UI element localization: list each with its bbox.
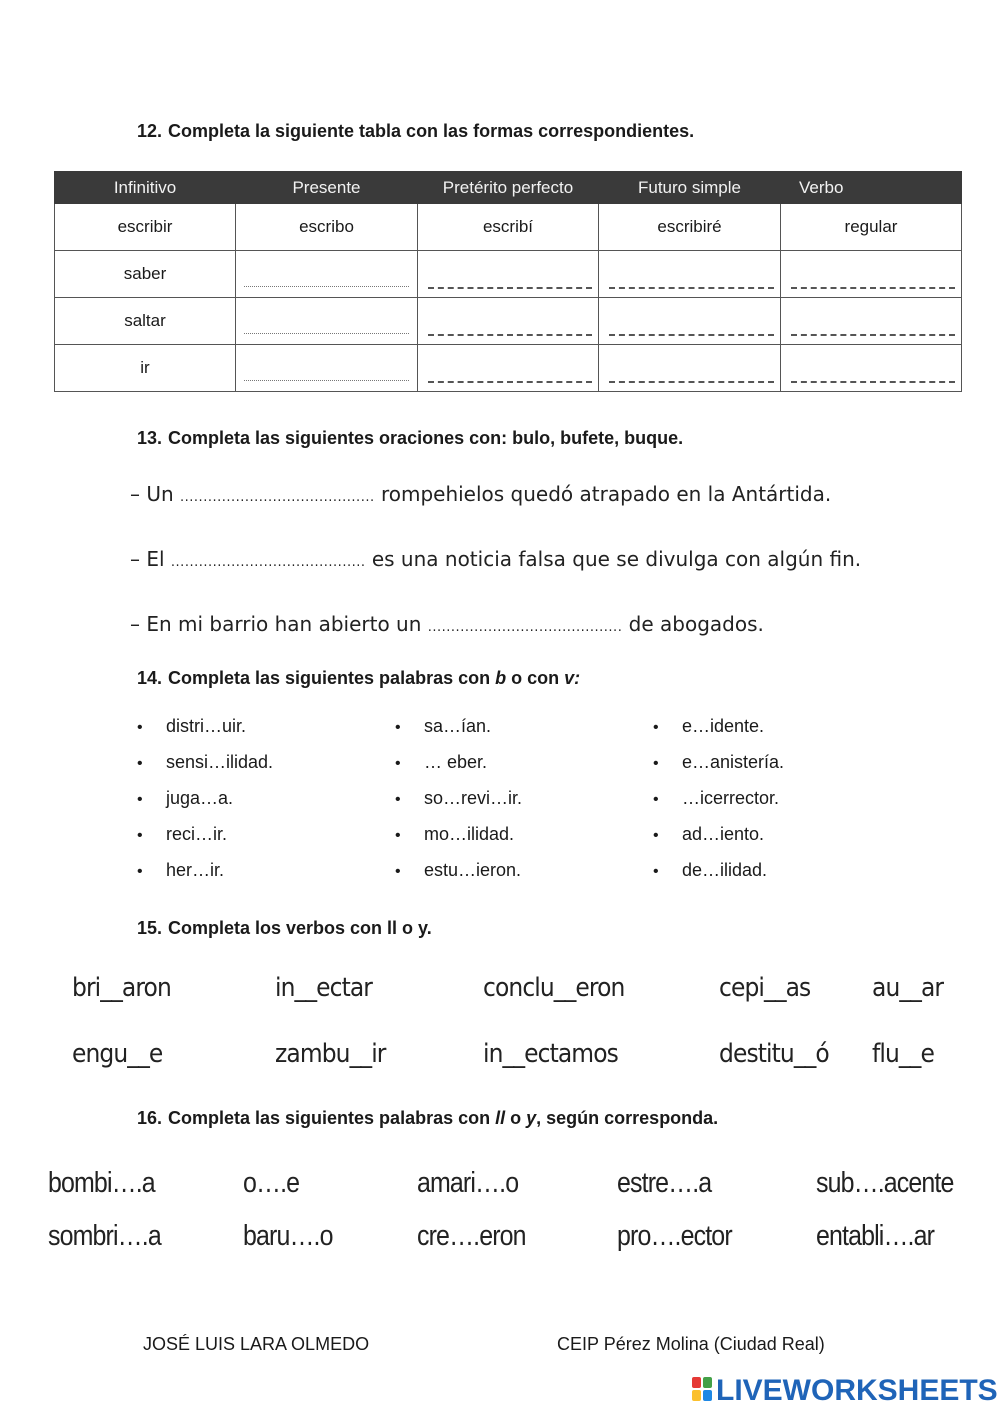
header-preterito-perfecto: Pretérito perfecto: [418, 172, 599, 204]
exercise-13-heading: [137, 428, 683, 449]
school-name: CEIP Pérez Molina (Ciudad Real): [557, 1334, 825, 1354]
word-text: her…ir.: [166, 860, 225, 880]
word-item[interactable]: pro….ector: [617, 1220, 732, 1252]
word-text: … eber.: [424, 752, 488, 772]
word-item[interactable]: o….e: [243, 1167, 300, 1199]
exercise-12-heading: [137, 121, 694, 142]
word-text: distri…uir.: [166, 716, 247, 736]
word-item[interactable]: amari….o: [417, 1167, 519, 1199]
table-header-row: [55, 172, 962, 204]
word-item[interactable]: bri__aron: [72, 973, 171, 1003]
word-text: de…ilidad.: [682, 860, 768, 880]
word-item[interactable]: in__ectamos: [483, 1039, 618, 1069]
bullet-icon: •: [653, 863, 659, 880]
word-text: reci…ir.: [166, 824, 228, 844]
letter-y: y: [526, 1108, 537, 1128]
sentence-text: es una noticia falsa que se divulga con algún fin.: [365, 547, 862, 571]
exercise-number: 14.: [137, 668, 163, 688]
bullet-icon: •: [137, 755, 143, 772]
exercise-16-heading: [137, 1108, 718, 1129]
cell-preterito: escribí: [418, 204, 599, 251]
list-item[interactable]: [653, 716, 764, 737]
sentence-text: – En mi barrio han abierto un: [130, 612, 428, 636]
word-text: sa…ían.: [424, 716, 492, 736]
bullet-icon: •: [653, 755, 659, 772]
sentence-text: – El: [130, 547, 171, 571]
header-verbo: Verbo: [781, 172, 962, 204]
bullet-icon: •: [653, 827, 659, 844]
answer-preterito-field[interactable]: [418, 345, 599, 392]
answer-verbo-field[interactable]: [781, 298, 962, 345]
sentence-2: [130, 547, 861, 571]
sentence-text: de abogados.: [622, 612, 764, 636]
table-row-saltar: [55, 298, 962, 345]
word-item[interactable]: baru….o: [243, 1220, 333, 1252]
author-name: JOSÉ LUIS LARA OLMEDO: [143, 1334, 370, 1354]
answer-preterito-field[interactable]: [418, 298, 599, 345]
list-item[interactable]: [137, 716, 246, 737]
letter-b: b: [495, 668, 507, 688]
exercise-number: 16.: [137, 1108, 163, 1128]
answer-preterito-field[interactable]: [418, 251, 599, 298]
word-text: juga…a.: [166, 788, 234, 808]
list-item[interactable]: [395, 788, 522, 809]
word-item[interactable]: sub….acente: [816, 1167, 954, 1199]
letter-v: v:: [564, 668, 581, 688]
bullet-icon: •: [137, 791, 143, 808]
exercise-instruction: o: [505, 1108, 527, 1128]
word-item[interactable]: in__ectar: [275, 973, 373, 1003]
liveworksheets-logo[interactable]: [692, 1374, 998, 1408]
exercise-instruction: o con: [506, 668, 565, 688]
bullet-icon: •: [137, 827, 143, 844]
exercise-instruction: Completa las siguientes palabras con: [168, 668, 496, 688]
word-text: estu…ieron.: [424, 860, 522, 880]
list-item[interactable]: [395, 824, 514, 845]
cell-infinitive: escribir: [55, 204, 236, 251]
header-infinitivo: Infinitivo: [55, 172, 236, 204]
word-item[interactable]: flu__e: [872, 1039, 934, 1069]
sentence-1: [130, 482, 831, 506]
word-text: sensi…ilidad.: [166, 752, 274, 772]
sentence-3: [130, 612, 764, 636]
list-item[interactable]: [137, 860, 224, 881]
bullet-icon: •: [137, 863, 143, 880]
header-futuro-simple: Futuro simple: [599, 172, 781, 204]
table-row-saber: [55, 251, 962, 298]
bullet-icon: •: [395, 863, 401, 880]
word-item[interactable]: au__ar: [872, 973, 944, 1003]
blank-field[interactable]: ..........................................: [427, 620, 623, 635]
exercise-15-heading: [137, 918, 432, 939]
word-item[interactable]: conclu__eron: [483, 973, 625, 1003]
bullet-icon: •: [137, 719, 143, 736]
bullet-icon: •: [395, 791, 401, 808]
list-item[interactable]: [137, 788, 233, 809]
sentence-text: rompehielos quedó atrapado en la Antártida.: [374, 482, 832, 506]
table-row-ir: [55, 345, 962, 392]
list-item[interactable]: [653, 824, 764, 845]
answer-presente-field[interactable]: [236, 251, 418, 298]
exercise-instruction: , según corresponda.: [536, 1108, 719, 1128]
cell-presente: escribo: [236, 204, 418, 251]
answer-verbo-field[interactable]: [781, 251, 962, 298]
word-item[interactable]: cre….eron: [417, 1220, 526, 1252]
bullet-icon: •: [395, 719, 401, 736]
word-item[interactable]: entabli….ar: [816, 1220, 935, 1252]
list-item[interactable]: [137, 824, 227, 845]
exercise-instruction: Completa la siguiente tabla con las formas correspondientes.: [168, 121, 695, 141]
table-row-example: [55, 204, 962, 251]
answer-futuro-field[interactable]: [599, 345, 781, 392]
exercise-instruction: Completa las siguientes palabras con: [168, 1108, 496, 1128]
bullet-icon: •: [395, 827, 401, 844]
list-item[interactable]: [653, 860, 767, 881]
word-text: …icerrector.: [682, 788, 780, 808]
word-item[interactable]: bombi….a: [48, 1167, 155, 1199]
exercise-number: 13.: [137, 428, 163, 448]
word-text: e…anistería.: [682, 752, 785, 772]
header-presente: Presente: [236, 172, 418, 204]
word-item[interactable]: sombri….a: [48, 1220, 161, 1252]
answer-futuro-field[interactable]: [599, 251, 781, 298]
list-item[interactable]: [653, 788, 779, 809]
blank-field[interactable]: ..........................................: [170, 555, 366, 570]
bullet-icon: •: [653, 719, 659, 736]
exercise-number: 12.: [137, 121, 163, 141]
exercise-instruction: Completa los verbos con ll o y.: [168, 918, 432, 938]
exercise-instruction: Completa las siguientes oraciones con: bulo, bufete, buque.: [168, 428, 684, 448]
letter-ll: ll: [495, 1108, 506, 1128]
word-item[interactable]: engu__e: [72, 1039, 163, 1069]
cell-infinitive: ir: [55, 345, 236, 392]
cell-futuro: escribiré: [599, 204, 781, 251]
list-item[interactable]: [137, 752, 273, 773]
word-item[interactable]: destitu__ó: [719, 1039, 829, 1069]
list-item[interactable]: [395, 860, 521, 881]
exercise-14-heading: [137, 668, 580, 689]
word-text: so…revi…ir.: [424, 788, 523, 808]
bullet-icon: •: [395, 755, 401, 772]
answer-futuro-field[interactable]: [599, 298, 781, 345]
logo-text: LIVEWORKSHEETS: [716, 1374, 998, 1407]
blank-field[interactable]: ..........................................: [180, 490, 375, 505]
exercise-number: 15.: [137, 918, 163, 938]
cell-infinitive: saltar: [55, 298, 236, 345]
sentence-text: – Un: [130, 482, 181, 506]
cell-verbo: regular: [781, 204, 962, 251]
liveworksheets-logo-icon: [692, 1377, 714, 1403]
list-item[interactable]: [395, 716, 491, 737]
word-item[interactable]: cepi__as: [719, 973, 811, 1003]
list-item[interactable]: [395, 752, 487, 773]
word-text: e…idente.: [682, 716, 765, 736]
word-text: mo…ilidad.: [424, 824, 515, 844]
answer-verbo-field[interactable]: [781, 345, 962, 392]
verb-table: [54, 171, 962, 392]
answer-presente-field[interactable]: [236, 345, 418, 392]
list-item[interactable]: [653, 752, 784, 773]
cell-infinitive: saber: [55, 251, 236, 298]
answer-presente-field[interactable]: [236, 298, 418, 345]
word-text: ad…iento.: [682, 824, 765, 844]
word-item[interactable]: zambu__ir: [275, 1039, 386, 1069]
word-item[interactable]: estre….a: [617, 1167, 712, 1199]
bullet-icon: •: [653, 791, 659, 808]
